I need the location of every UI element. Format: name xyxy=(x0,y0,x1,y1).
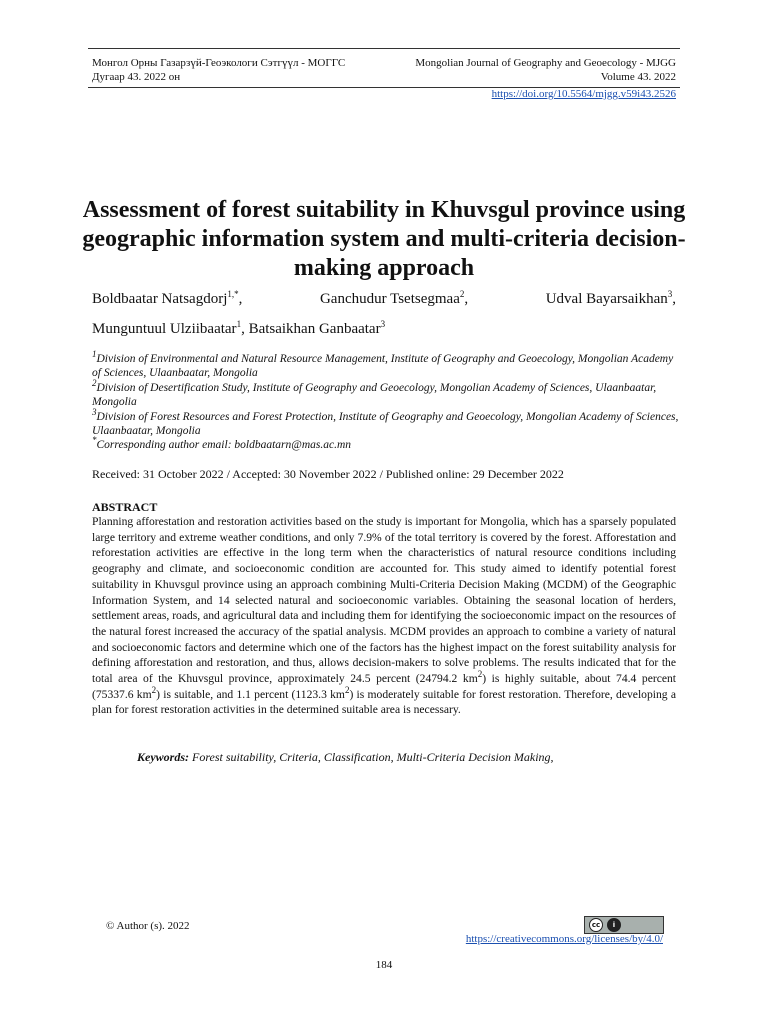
abstract-heading: ABSTRACT xyxy=(92,500,158,514)
author-line-1 xyxy=(92,284,676,314)
paper-title: Assessment of forest suitability in Khuvsgul province using geographic information system and multi-criteria decision-making approach xyxy=(82,197,686,281)
affiliation: $^1$Division of Environmental and Natural Resource Management, Institute of Geography and Geoecology, Mongolian Academy of Sciences, Ulaanbaatar, Mongolia xyxy=(92,349,674,380)
cc-by-license-icon[interactable] xyxy=(584,916,664,934)
corresponding-author: *Corresponding author email: boldbaatarn@mas.ac.mn xyxy=(92,435,352,452)
attribution-icon: i xyxy=(607,918,621,932)
header-top-rule xyxy=(88,48,680,49)
affiliation: $^2$Division of Desertification Study, Institute of Geography and Geoecology, Mongolian Academy of Sciences, Ulaanbaatar, Mongolia xyxy=(92,377,657,409)
volume-en: Volume 43. 2022 xyxy=(600,71,676,83)
journal-name-mn: Монгол Орны Газарзүй-Геоэкологи Сэтгүүл - МОГГС xyxy=(92,57,346,69)
author: Munguntuul Ulziibaatar$^1$, xyxy=(92,319,245,337)
journal-header-en xyxy=(415,56,676,84)
author: Batsaikhan Ganbaatar$^3$ xyxy=(248,319,386,337)
copyright: © Author (s). 2022 xyxy=(106,920,190,932)
doi-link[interactable]: https://doi.org/10.5564/mjgg.v59i43.2526 xyxy=(491,88,676,100)
journal-header-mn xyxy=(92,56,345,84)
author: Ganchudur Tsetsegmaa$^2$, xyxy=(319,289,469,307)
cc-icon: cc xyxy=(589,918,603,932)
keywords xyxy=(137,750,554,765)
license-link[interactable]: https://creativecommons.org/licenses/by/4.0/ xyxy=(465,933,663,945)
issue-mn: Дугаар 43. 2022 он xyxy=(92,71,181,83)
keywords-label: Keywords: xyxy=(137,750,189,764)
affiliation: $^3$Division of Forest Resources and Forest Protection, Institute of Geography and Geoecology, Mongolian Academy of Sciences, Ulaanbaatar, Mongolia xyxy=(92,406,679,438)
author-line-2 xyxy=(92,314,676,344)
author-list xyxy=(92,284,676,344)
author: Udval Bayarsaikhan$^3$, xyxy=(545,289,676,307)
journal-name-en: Mongolian Journal of Geography and Geoecology - MJGG xyxy=(415,57,676,69)
page-number: 184 xyxy=(375,959,393,971)
publication-dates: Received: 31 October 2022 / Accepted: 30 November 2022 / Published online: 29 December 2022 xyxy=(92,467,564,481)
abstract-body: Planning afforestation and restoration activities based on the study is important for Mongolia, which has a sparsely populated large territory and extreme weather conditions, and only 7.9% of the total territory is covered by the forest. Afforestation and reforestation activities are effective in the long term when the characteristics of natural resource conditions including geography and climate, and socioeconomic condition are accounted for. This study aimed to identify potential forest suitability in Khuvsgul province using an approach combining Multi-Criteria Decision Making (MCDM) of the Geographic Information System, and 14 selected natural and socioeconomic variables. Obtaining the seasonal location of herders, settlement areas, roads, and agricultural data and including them for identifying the socioeconomic impact on the resources of the natural forest increased the accuracy of the spatial analysis. MCDM provides an approach to combine a variety of natural and socioeconomic factors and determine which one of the factors has the highest impact on the forest suitability analysis for defining afforestation and restoration, and thus, allows decision-makers to solve problems. The results indicated that for the total area of the Khuvsgul province, approximately 24.5 percent (24794.2 $km^2$) is highly suitable, about 74.4 percent (75337.6 $km^2$) is suitable, and 1.1 percent (1123.3 $km^2$) is moderately suitable for forest restoration. Therefore, developing a plan for forest restoration activities in the determined suitable area is necessary. xyxy=(92,515,677,717)
keywords-list: Forest suitability, Criteria, Classification, Multi-Criteria Decision Making, xyxy=(192,750,554,764)
affiliations xyxy=(92,349,682,453)
author: Boldbaatar Natsagdorj$^{1,*}$, xyxy=(92,289,243,307)
